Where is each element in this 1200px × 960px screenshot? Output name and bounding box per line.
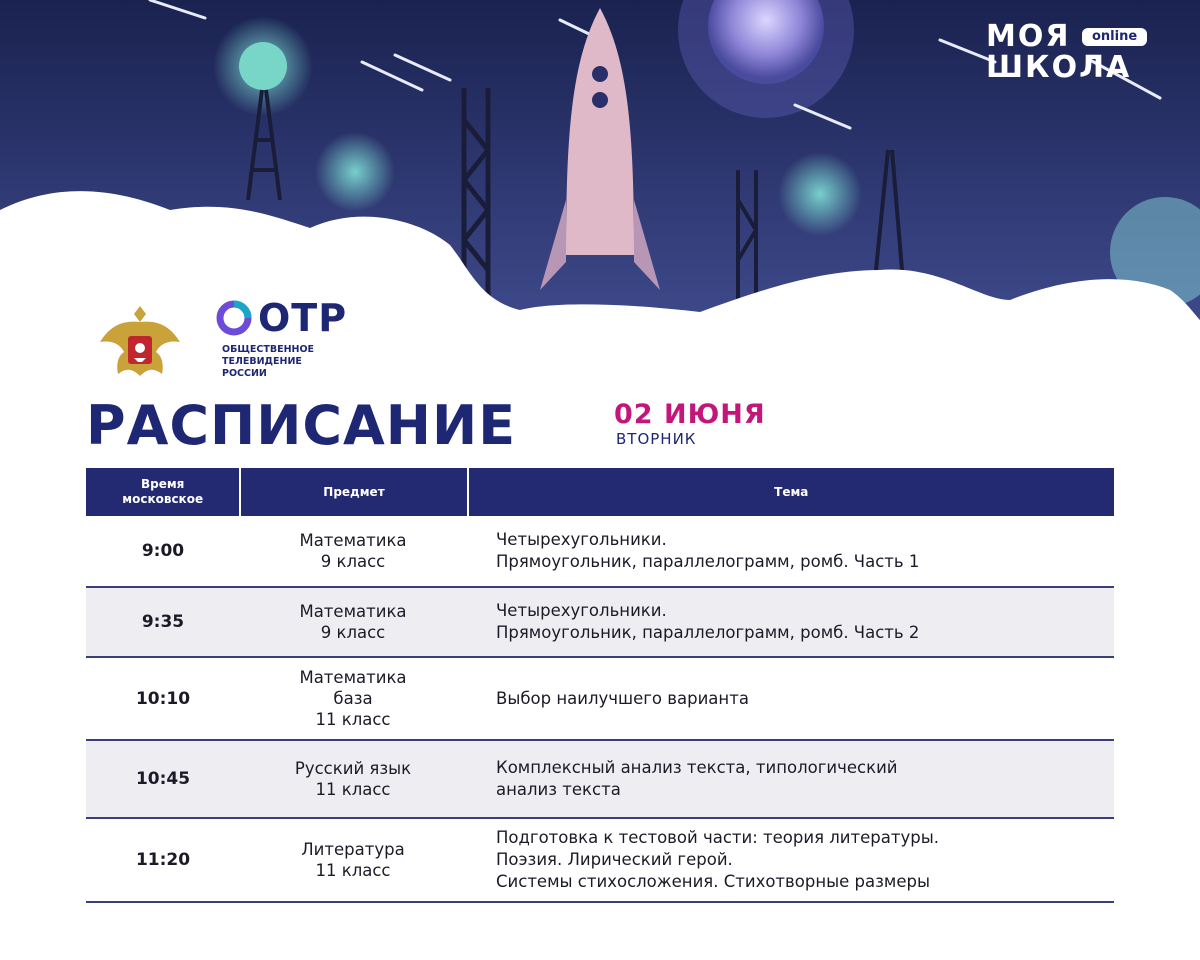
row-topic-line: Четырехугольники.	[496, 601, 667, 620]
row-subject-line: Математика	[299, 668, 407, 687]
row-topic	[466, 600, 1114, 644]
brand-line2: ШКОЛА	[986, 50, 1132, 85]
row-time: 10:45	[135, 769, 191, 789]
row-subject	[240, 758, 466, 800]
row-subject	[240, 839, 466, 881]
table-row	[86, 516, 1114, 588]
row-subject	[240, 530, 466, 572]
moya-shkola-logo	[986, 19, 1138, 85]
row-subject-line: Математика	[299, 602, 407, 621]
row-subject-line: Русский язык	[294, 759, 412, 778]
row-topic-line: Комплексный анализ текста, типологический	[496, 758, 898, 777]
row-topic-line: Системы стихосложения. Стихотворные размеры	[496, 872, 931, 891]
row-topic-line: Выбор наилучшего варианта	[496, 688, 749, 708]
row-subject-line: 9 класс	[320, 552, 386, 571]
russian-coat-of-arms-icon	[92, 296, 188, 388]
row-topic-line: Прямоугольник, параллелограмм, ромб. Часть 2	[496, 623, 920, 642]
row-topic-line: Четырехугольники.	[496, 530, 667, 549]
row-subject	[240, 667, 466, 730]
brand-line1: МОЯ	[986, 19, 1071, 54]
otr-name: ОТР	[258, 296, 348, 340]
row-topic-line: Подготовка к тестовой части: теория литературы.	[496, 828, 940, 847]
table-row	[86, 658, 1114, 741]
schedule-table	[86, 468, 1114, 903]
row-subject-line: Литература	[301, 840, 405, 859]
header-subject: Предмет	[239, 468, 466, 516]
otr-subtitle	[222, 344, 347, 380]
row-topic	[466, 757, 1114, 801]
row-topic	[466, 827, 1114, 893]
table-header	[86, 468, 1114, 516]
schedule-weekday: ВТОРНИК	[616, 430, 697, 448]
header-time	[86, 468, 239, 516]
otr-subtitle-line: ОБЩЕСТВЕННОЕ	[222, 344, 315, 355]
row-topic-line: Поэзия. Лирический герой.	[496, 850, 733, 869]
brand-online-tag: online	[1082, 28, 1147, 46]
header-topic: Тема	[467, 468, 1114, 516]
row-subject-line: база	[333, 689, 373, 708]
otr-subtitle-line: ТЕЛЕВИДЕНИЕ	[222, 356, 302, 367]
row-topic-line: анализ текста	[496, 780, 621, 799]
header-time-line: московское	[122, 492, 204, 506]
row-time: 10:10	[135, 688, 191, 709]
row-topic	[466, 529, 1114, 573]
row-topic-line: Прямоугольник, параллелограмм, ромб. Часть 1	[496, 552, 920, 571]
row-subject-line: 11 класс	[315, 861, 391, 880]
schedule-date: 02 ИЮНЯ	[614, 399, 766, 430]
header-time-line: Время	[141, 477, 185, 491]
table-row	[86, 741, 1114, 819]
table-row	[86, 819, 1114, 903]
otr-ring-icon	[214, 298, 254, 338]
otr-subtitle-line: РОССИИ	[222, 368, 267, 379]
row-topic	[466, 688, 1114, 710]
row-subject-line: 11 класс	[315, 780, 391, 799]
row-subject-line: 9 класс	[320, 623, 386, 642]
row-subject-line: 11 класс	[315, 710, 391, 729]
row-time: 9:00	[141, 541, 185, 561]
row-time: 11:20	[135, 850, 191, 870]
row-subject	[240, 601, 466, 643]
row-time: 9:35	[141, 612, 185, 632]
page-title: РАСПИСАНИЕ	[86, 394, 517, 457]
row-subject-line: Математика	[299, 531, 407, 550]
otr-logo	[214, 296, 347, 380]
table-row	[86, 588, 1114, 658]
